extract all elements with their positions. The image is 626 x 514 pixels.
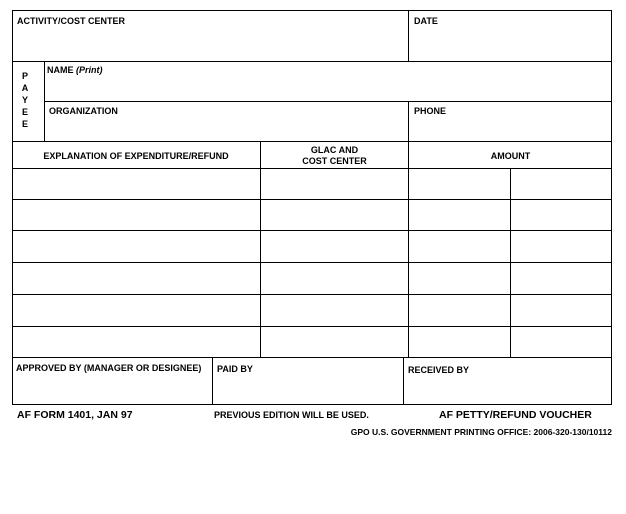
printing-office-line: GPO U.S. GOVERNMENT PRINTING OFFICE: 2006-320-130/10112 [350,427,612,437]
divider-phone [408,101,409,142]
table-row [13,263,611,294]
table-row [13,327,611,357]
rule-below-organization [12,141,612,142]
received-by-label: RECEIVED BY [408,365,470,375]
table-row [13,231,611,262]
table-row [13,200,611,230]
payee-letter: P [21,71,28,81]
payee-letter: Y [21,95,28,105]
paid-by-label: PAID BY [217,364,253,374]
name-print-hint: (Print) [76,65,103,75]
activity-cost-center-label: ACTIVITY/COST CENTER [17,16,126,26]
approved-by-label: APPROVED BY (MANAGER OR DESIGNEE) [16,363,202,373]
rule-below-activity [12,61,612,62]
divider-date [408,10,409,62]
explanation-column-header: EXPLANATION OF EXPENDITURE/REFUND [43,151,229,161]
divider-payee [44,61,45,142]
glac-column-header-line1: GLAC AND [310,145,359,155]
divider-paid-by [212,357,213,405]
payee-label [19,70,31,130]
form-number: AF FORM 1401, JAN 97 [17,409,133,421]
organization-label: ORGANIZATION [49,106,118,116]
edition-note: PREVIOUS EDITION WILL BE USED. [214,410,369,420]
phone-label: PHONE [414,106,447,116]
glac-column-header-line2: COST CENTER [302,156,367,166]
rule-below-name [44,101,612,102]
payee-letter: E [21,107,28,117]
divider-received-by [403,357,404,405]
date-label: DATE [414,16,438,26]
table-row [13,169,611,199]
payee-letter: E [21,119,28,129]
amount-column-header: AMOUNT [490,151,531,161]
payee-letter: A [21,83,29,93]
table-row [13,295,611,326]
name-label-text: NAME [47,65,74,75]
rule-above-signatures [12,357,612,358]
form-title: AF PETTY/REFUND VOUCHER [439,409,592,421]
name-label [47,65,103,75]
